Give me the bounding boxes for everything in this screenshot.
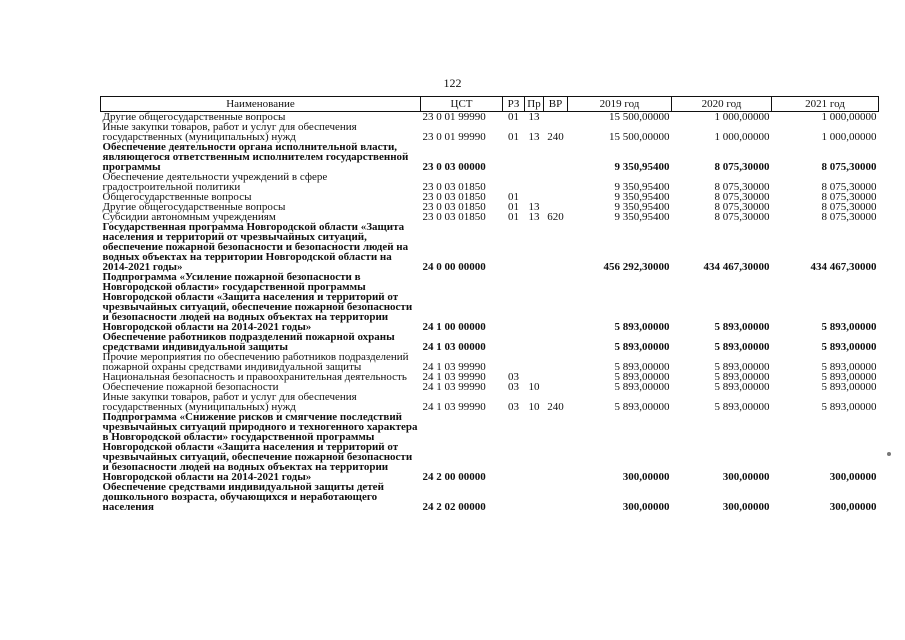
- cell-vr: [544, 222, 568, 272]
- header-2021: 2021 год: [772, 97, 879, 112]
- cell-pr: 10: [528, 401, 540, 413]
- cell-y2021: 8 075,30000: [821, 191, 877, 203]
- cell-pr: [525, 172, 544, 192]
- cell-y2020: 8 075,30000: [714, 181, 770, 193]
- cell-y2019: 300,00000: [622, 501, 670, 513]
- header-cst: ЦСТ: [421, 97, 503, 112]
- table-row: [101, 352, 879, 372]
- cell-cst: 23 0 03 01850: [422, 191, 486, 203]
- cell-rz: 01: [508, 191, 519, 203]
- cell-cst: 24 1 03 99990: [422, 401, 486, 413]
- scan-dot-mark: [887, 452, 891, 456]
- cell-y2019: 9 350,95400: [614, 161, 670, 173]
- cell-y2019: 5 893,00000: [614, 381, 670, 393]
- cell-y2021: 434 467,30000: [810, 261, 877, 273]
- table-row: [101, 222, 879, 272]
- table-row: [101, 142, 879, 172]
- cell-y2021: 5 893,00000: [821, 361, 877, 373]
- cell-rz: 01: [508, 211, 519, 223]
- cell-name: Другие общегосударственные вопросы: [102, 111, 286, 123]
- cell-y2019: 9 350,95400: [614, 211, 670, 223]
- cell-vr: [544, 332, 568, 352]
- cell-vr: [544, 192, 568, 202]
- cell-pr: 10: [528, 381, 540, 393]
- cell-rz: [503, 222, 525, 272]
- cell-rz: [503, 412, 525, 482]
- page-number: 122: [443, 76, 462, 90]
- cell-y2020: 5 893,00000: [714, 361, 770, 373]
- cell-cst: 24 1 03 00000: [422, 341, 486, 353]
- cell-y2019: 9 350,95400: [614, 191, 670, 203]
- cell-y2021: 8 075,30000: [821, 181, 877, 193]
- cell-y2020: 5 893,00000: [714, 401, 770, 413]
- cell-name: Государственная программа Новгородской области «Защита населения и территорий от чрезвычайных ситуаций, обеспечение пожарной безопасности и безопасности людей на водных объектах на территории Новгородской области на 2014-2021 годы»: [102, 221, 409, 273]
- cell-vr: [544, 112, 568, 123]
- cell-vr: 240: [547, 401, 564, 413]
- cell-cst: 24 1 03 99990: [422, 381, 486, 393]
- cell-vr: [544, 352, 568, 372]
- cell-y2021: 5 893,00000: [821, 381, 877, 393]
- cell-y2020: 300,00000: [722, 501, 770, 513]
- cell-cst: 23 0 03 01850: [422, 211, 486, 223]
- cell-name: Обеспечение деятельности учреждений в сфере градостроительной политики: [102, 171, 328, 193]
- table-row: [101, 122, 879, 142]
- cell-y2021: 1 000,00000: [821, 111, 877, 123]
- cell-name: Обеспечение работников подразделений пожарной охраны средствами индивидуальной защиты: [102, 331, 395, 353]
- cell-pr: 13: [528, 201, 540, 213]
- cell-y2020: 434 467,30000: [703, 261, 770, 273]
- cell-rz: 03: [508, 381, 519, 393]
- cell-vr: [544, 142, 568, 172]
- table-row: [101, 482, 879, 512]
- cell-y2019: 9 350,95400: [614, 181, 670, 193]
- cell-cst: 24 2 02 00000: [422, 501, 486, 513]
- cell-y2021: 5 893,00000: [821, 401, 877, 413]
- cell-vr: [544, 172, 568, 192]
- cell-pr: 13: [528, 211, 540, 223]
- cell-y2020: 5 893,00000: [714, 371, 770, 383]
- cell-vr: [544, 482, 568, 512]
- cell-y2021: 8 075,30000: [821, 211, 877, 223]
- cell-y2019: 5 893,00000: [614, 371, 670, 383]
- cell-name: Иные закупки товаров, работ и услуг для обеспечения государственных (муниципальных) нужд: [102, 121, 357, 143]
- cell-cst: 24 2 00 00000: [422, 471, 486, 483]
- cell-pr: [525, 272, 544, 332]
- cell-cst: 23 0 03 01850: [422, 201, 486, 213]
- cell-y2020: 300,00000: [722, 471, 770, 483]
- cell-name: Субсидии автономным учреждениям: [102, 211, 276, 223]
- header-2020: 2020 год: [672, 97, 772, 112]
- cell-y2020: 8 075,30000: [714, 211, 770, 223]
- table-row: [101, 392, 879, 412]
- cell-y2020: 8 075,30000: [714, 161, 770, 173]
- cell-name: Национальная безопасность и правоохранительная деятельность: [102, 371, 407, 383]
- cell-vr: [544, 272, 568, 332]
- cell-y2021: 8 075,30000: [821, 201, 877, 213]
- cell-name: Подпрограмма «Снижение рисков и смягчение последствий чрезвычайных ситуаций природного и техногенного характера в Новгородской области» государственной программы Новгородской области «Защита населения и территорий от чрезвычайных ситуаций, обеспечение пожарной безопасности и безопасности людей на водных объектах на территории Новгородской области на 2014-2021 годы»: [102, 411, 418, 483]
- cell-cst: 23 0 01 99990: [422, 111, 486, 123]
- cell-y2019: 456 292,30000: [603, 261, 670, 273]
- header-name: Наименование: [101, 97, 421, 112]
- cell-name: Подпрограмма «Усиление пожарной безопасности в Новгородской области» государственной программы Новгородской области «Защита населения и территорий от чрезвычайных ситуаций, обеспечение пожарной безопасности и безопасности людей на водных объектах на территории Новгородской области на 2014-2021 годы»: [102, 271, 413, 333]
- cell-vr: [544, 412, 568, 482]
- cell-name: Обеспечение деятельности органа исполнительной власти, являющегося ответственным исполнителем государственной программы: [102, 141, 409, 173]
- cell-pr: 13: [528, 131, 540, 143]
- cell-cst: 24 1 03 99990: [422, 361, 486, 373]
- cell-cst: 23 0 03 00000: [422, 161, 486, 173]
- cell-y2020: 8 075,30000: [714, 201, 770, 213]
- header-2019: 2019 год: [568, 97, 672, 112]
- cell-rz: [503, 272, 525, 332]
- cell-y2019: 15 500,00000: [609, 111, 670, 123]
- header-rz: РЗ: [503, 97, 525, 112]
- cell-y2021: 5 893,00000: [821, 341, 877, 353]
- cell-pr: [525, 352, 544, 372]
- cell-rz: [503, 172, 525, 192]
- cell-y2020: 5 893,00000: [714, 321, 770, 333]
- cell-rz: 03: [508, 401, 519, 413]
- cell-cst: 23 0 01 99990: [422, 131, 486, 143]
- table-row: [101, 172, 879, 192]
- cell-name: Иные закупки товаров, работ и услуг для обеспечения государственных (муниципальных) нужд: [102, 391, 357, 413]
- cell-pr: 13: [528, 111, 540, 123]
- cell-cst: 24 1 03 99990: [422, 371, 486, 383]
- cell-name: Обеспечение средствами индивидуальной защиты детей дошкольного возраста, обучающихся и неработающего населения: [102, 481, 384, 513]
- cell-vr: [544, 372, 568, 382]
- cell-y2020: 5 893,00000: [714, 381, 770, 393]
- cell-y2021: 8 075,30000: [821, 161, 877, 173]
- cell-pr: [525, 222, 544, 272]
- budget-table: [100, 96, 879, 512]
- cell-rz: 01: [508, 111, 519, 123]
- cell-rz: [503, 332, 525, 352]
- cell-pr: [525, 482, 544, 512]
- cell-y2021: 1 000,00000: [821, 131, 877, 143]
- cell-vr: 620: [547, 211, 564, 223]
- cell-pr: [525, 412, 544, 482]
- cell-name: Прочие мероприятия по обеспечению работников подразделений пожарной охраны средствами индивидуальной защиты: [102, 351, 409, 373]
- cell-cst: 24 1 00 00000: [422, 321, 486, 333]
- cell-y2021: 300,00000: [829, 501, 877, 513]
- cell-rz: 01: [508, 201, 519, 213]
- cell-y2019: 5 893,00000: [614, 321, 670, 333]
- cell-y2019: 5 893,00000: [614, 401, 670, 413]
- table-body: [101, 112, 879, 513]
- cell-y2019: 300,00000: [622, 471, 670, 483]
- cell-rz: 03: [508, 371, 519, 383]
- cell-vr: 240: [547, 131, 564, 143]
- cell-rz: [503, 142, 525, 172]
- table-row: [101, 272, 879, 332]
- cell-y2019: 5 893,00000: [614, 341, 670, 353]
- table-row: [101, 412, 879, 482]
- cell-y2019: 15 500,00000: [609, 131, 670, 143]
- cell-y2021: 5 893,00000: [821, 371, 877, 383]
- cell-cst: 23 0 03 01850: [422, 181, 486, 193]
- cell-pr: [525, 332, 544, 352]
- cell-name: Обеспечение пожарной безопасности: [102, 381, 279, 393]
- cell-y2020: 1 000,00000: [714, 111, 770, 123]
- cell-y2020: 5 893,00000: [714, 341, 770, 353]
- header-vr: ВР: [544, 97, 568, 112]
- table-header-row: [101, 97, 879, 112]
- cell-rz: [503, 352, 525, 372]
- cell-y2019: 5 893,00000: [614, 361, 670, 373]
- table-row: [101, 332, 879, 352]
- header-pr: Пр: [525, 97, 544, 112]
- cell-rz: 01: [508, 131, 519, 143]
- cell-y2020: 8 075,30000: [714, 191, 770, 203]
- cell-name: Общегосударственные вопросы: [102, 191, 252, 203]
- cell-name: Другие общегосударственные вопросы: [102, 201, 286, 213]
- cell-y2021: 5 893,00000: [821, 321, 877, 333]
- cell-y2020: 1 000,00000: [714, 131, 770, 143]
- cell-rz: [503, 482, 525, 512]
- cell-vr: [544, 382, 568, 392]
- cell-y2021: 300,00000: [829, 471, 877, 483]
- cell-y2019: 9 350,95400: [614, 201, 670, 213]
- cell-cst: 24 0 00 00000: [422, 261, 486, 273]
- cell-pr: [525, 142, 544, 172]
